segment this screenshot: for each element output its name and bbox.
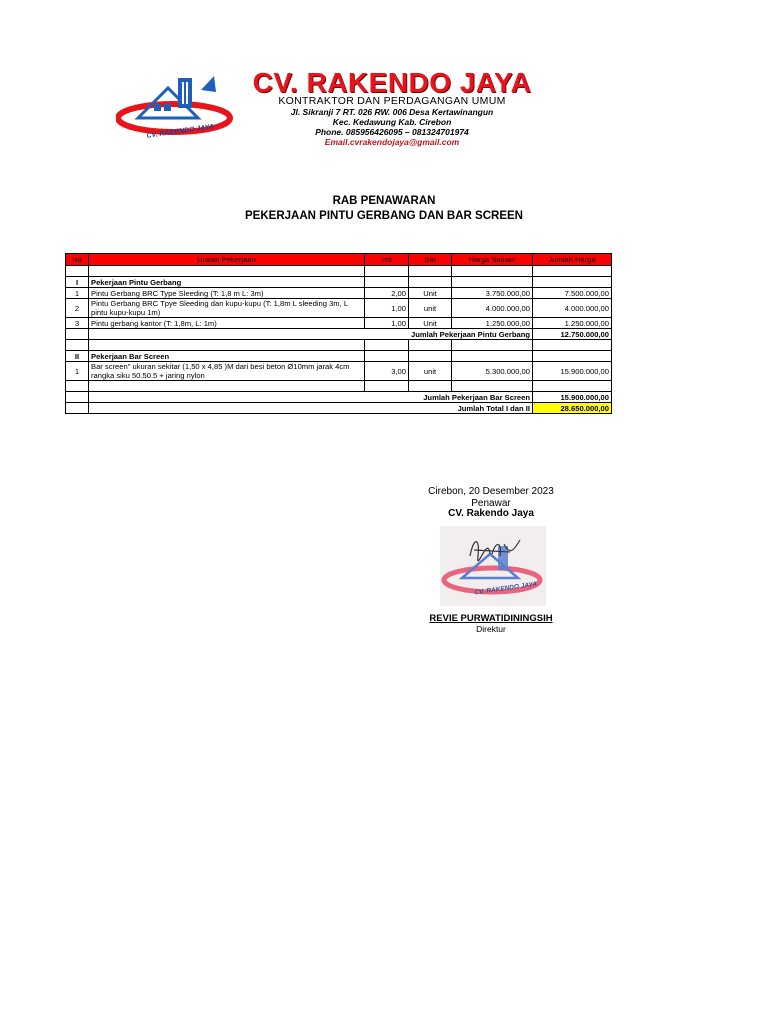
row-harga: 4.000.000,00 [452,299,533,318]
row-description: Bar screen" ukuran sekitar (1,50 x 4,85 )M dari besi beton Ø10mm jarak 4cm rangka siku 50.50.5 + jaring nylon [89,362,365,381]
row-vol: 1,00 [365,318,409,329]
company-name: CV. RAKENDO JAYA [252,67,532,98]
row-description: Pintu Gerbang BRC Tpye Sleeding dan kupu-kupu (T: 1,8m L sleeding 3m, L pintu kupu-kupu 1m) [89,299,365,318]
header-vol: Vol [365,254,409,266]
place-date: Cirebon, 20 Desember 2023 [428,486,554,497]
row-jumlah: 1.250.000,00 [533,318,612,329]
signer-title: Direktur [476,624,506,634]
signer-company: CV. Rakendo Jaya [448,508,534,519]
row-sat: Unit [409,318,452,329]
section-title: Pekerjaan Pintu Gerbang [89,277,365,288]
row-vol: 3,00 [365,362,409,381]
company-stamp-signature [440,526,546,606]
row-vol: 2,00 [365,288,409,299]
rab-table [65,253,612,414]
section-number: I [66,277,89,288]
total-label: Jumlah Total I dan II [89,403,533,414]
row-jumlah: 7.500.000,00 [533,288,612,299]
company-subtitle: KONTRAKTOR DAN PERDAGANGAN UMUM [278,95,506,107]
row-harga: 1.250.000,00 [452,318,533,329]
table-row [66,299,612,318]
header-no: No [66,254,89,266]
row-harga: 5.300.000,00 [452,362,533,381]
table-row [66,362,612,381]
row-sat: unit [409,362,452,381]
subtotal-value: 15.900.000,00 [533,392,612,403]
subtotal-row [66,392,612,403]
company-email: Email.cvrakendojaya@gmail.com [324,137,460,147]
document-title: RAB PENAWARAN [332,195,436,207]
company-phone: Phone. 085956426095 – 081324701974 [315,127,469,137]
table-row [66,288,612,299]
table-row-section-2 [66,351,612,362]
total-value: 28.650.000,00 [533,403,612,414]
subtotal-label: Jumlah Pekerjaan Bar Screen [89,392,533,403]
row-description: Pintu Gerbang BRC Type Sleeding (T: 1,8 m L: 3m) [89,288,365,299]
row-harga: 3.750.000,00 [452,288,533,299]
logo-text: CV. RAKENDO JAYA [146,123,215,140]
signer-role: Penawar [471,498,511,509]
row-no: 3 [66,318,89,329]
header-uraian: Uraian Pekerjaan [89,254,365,266]
row-no: 1 [66,288,89,299]
company-logo [116,68,236,140]
total-row [66,403,612,414]
subtotal-label: Jumlah Pekerjaan Pintu Gerbang [89,329,533,340]
row-description: Pintu gerbang kantor (T: 1,8m, L: 1m) [89,318,365,329]
letterhead [116,67,550,147]
subtotal-value: 12.750.000,00 [533,329,612,340]
company-address-line-2: Kec. Kedawung Kab. Cirebon [332,117,452,127]
document-subtitle: PEKERJAAN PINTU GERBANG DAN BAR SCREEN [245,210,523,222]
table-header-row [66,254,612,266]
section-number: II [66,351,89,362]
row-sat: unit [409,299,452,318]
row-jumlah: 4.000.000,00 [533,299,612,318]
row-vol: 1,00 [365,299,409,318]
table-row-empty [66,266,612,277]
row-no: 1 [66,362,89,381]
section-title: Pekerjaan Bar Screen [89,351,365,362]
header-harga-satuan: Harga Satuan [452,254,533,266]
table-row-empty [66,381,612,392]
row-jumlah: 15.900.000,00 [533,362,612,381]
row-sat: Unit [409,288,452,299]
row-no: 2 [66,299,89,318]
company-address-block [234,107,550,147]
table-row-section-1 [66,277,612,288]
table-row-empty [66,340,612,351]
subtotal-row [66,329,612,340]
signer-name: REVIE PURWATIDININGSIH [429,613,553,624]
stamp-text: CV. RAKENDO JAYA [474,580,538,597]
header-sat: Sat [409,254,452,266]
header-jumlah-harga: Jumlah Harga [533,254,612,266]
table-row [66,318,612,329]
company-address-line-1: Jl. Sikranji 7 RT. 026 RW. 006 Desa Kertawinangun [290,107,494,117]
